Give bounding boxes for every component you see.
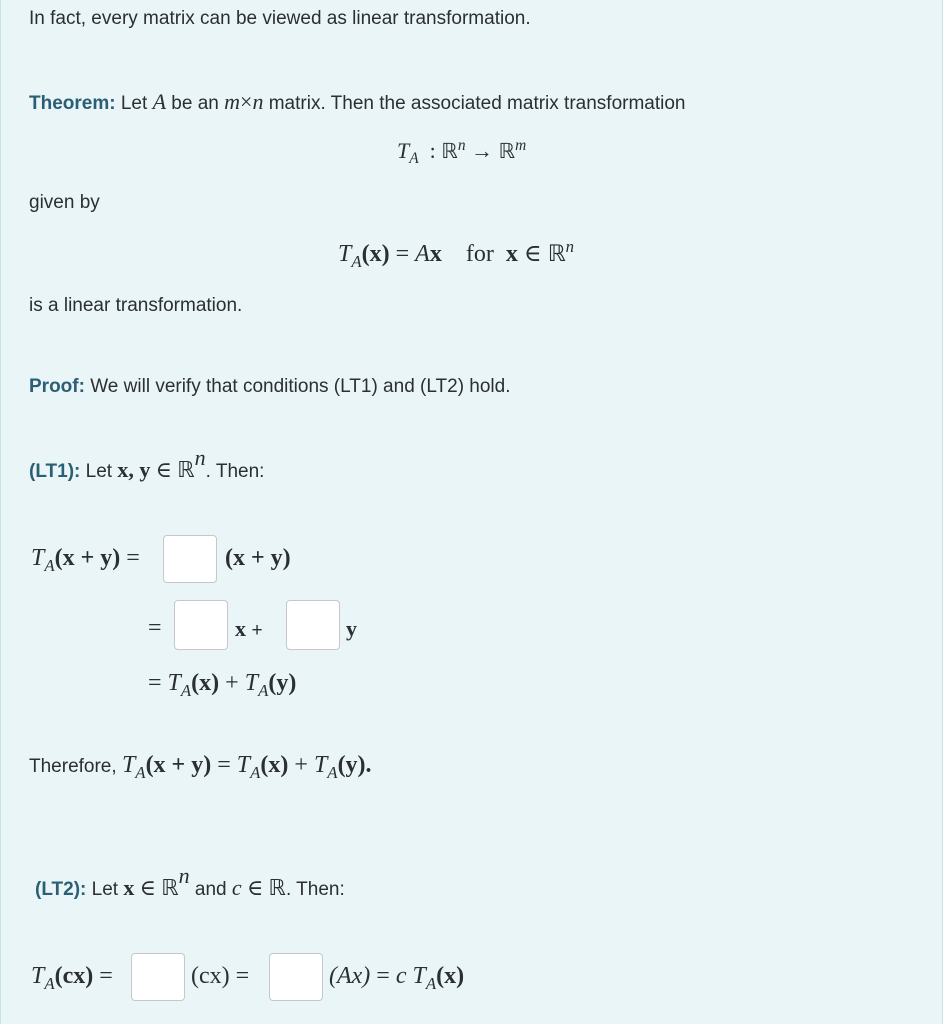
lt1-l2-x: x [235, 616, 246, 641]
lt2-eq2: = [235, 963, 250, 989]
proof-statement [29, 376, 511, 398]
lt1-l3-A1: A [180, 680, 192, 700]
theorem-let: Let [120, 93, 148, 114]
lt1-l2-plus: + [251, 620, 263, 641]
lt1-line3 [148, 670, 297, 700]
lt1-let: Let [85, 461, 113, 482]
def-arg: (x) [361, 241, 390, 267]
lt2-let: Let [91, 879, 119, 900]
lt2-then: . Then: [285, 879, 345, 900]
map-formula [397, 136, 527, 168]
map-sub-A: A [409, 150, 419, 168]
theorem-matrix-A: A [152, 89, 167, 114]
lt2-and: and [194, 879, 227, 900]
lt2-x: x [123, 875, 135, 900]
def-R: ℝ [547, 241, 566, 267]
lt1-l3-A2: A [258, 680, 269, 700]
lt2-arg2: (x) [436, 963, 465, 989]
theorem-m: m [224, 89, 241, 114]
proof-text: We will verify that conditions (LT1) and (LT2) hold. [90, 376, 511, 397]
lt1-l2-y: y [346, 616, 357, 641]
lt1-in: ∈ [155, 457, 172, 482]
lt1-line2-answer-box-1[interactable] [174, 600, 228, 650]
def-rhs-x: x [429, 241, 442, 267]
lt1-line1-answer-box[interactable] [163, 535, 217, 583]
lt1-l3-T2: T [244, 670, 259, 696]
lt2-R1: ℝ [161, 876, 179, 901]
lt2-answer-box-2[interactable] [269, 953, 323, 1001]
proof-label: Proof: [29, 376, 85, 397]
given-by-text: given by [29, 192, 100, 213]
lt1-line1-after: (x + y) [225, 545, 291, 571]
lt2-T2: T [412, 963, 426, 989]
lt1-then: . Then: [205, 461, 265, 482]
lt1-l3-arg1: (x) [191, 670, 220, 696]
lt1-l3-arg2: (y) [268, 670, 297, 696]
theorem-times: × [240, 89, 253, 114]
lt2-eq1: = [99, 963, 113, 989]
lt1-l1-sub-A: A [44, 555, 55, 575]
lt2-header [35, 862, 345, 901]
lt1-l3-T1: T [167, 670, 181, 696]
lt1-line2-eq: = [148, 615, 162, 641]
lt2-line-middle [191, 963, 249, 990]
map-codomain-m: m [515, 136, 527, 154]
theorem-be: be an [171, 93, 219, 114]
therefore-text: Therefore, [29, 756, 117, 777]
lt2-line-rhs [329, 963, 465, 993]
lt1-l3-eq: = [148, 670, 162, 696]
lt2-in1: ∈ [139, 875, 156, 900]
def-for: for [465, 241, 494, 267]
lt2-eq3: = [376, 963, 390, 989]
therefore-line [29, 752, 372, 782]
def-x: x [505, 241, 518, 267]
lt1-line1-lhs [31, 545, 140, 575]
lt1-line2-answer-box-2[interactable] [286, 600, 340, 650]
theorem-statement [29, 89, 686, 115]
therefore-A2: A [250, 762, 261, 782]
lt2-c-scalar: c [395, 963, 407, 989]
def-T: T [338, 241, 352, 267]
therefore-plus: + [294, 752, 308, 778]
lt2-mid: (cx) [191, 963, 230, 989]
map-T: T [397, 138, 410, 163]
therefore-T2: T [236, 752, 251, 778]
therefore-arg1: (x + y) [145, 752, 212, 778]
map-colon: : [429, 138, 436, 163]
def-sub-A: A [351, 251, 362, 271]
lt2-in2: ∈ [246, 875, 264, 900]
therefore-A3: A [327, 762, 338, 782]
lt1-l3-plus: + [225, 670, 239, 696]
lt2-c: c [231, 875, 242, 900]
therefore-arg3: (y). [337, 752, 372, 778]
map-domain-R: ℝ [441, 139, 458, 163]
lt2-arg: (cx) [54, 963, 94, 989]
lt1-l1-eq: = [126, 545, 140, 571]
lt2-ax: (Ax) [329, 963, 371, 989]
lt2-R2: ℝ [268, 876, 286, 901]
def-eq: = [395, 241, 410, 267]
lt1-vars: x, y [117, 457, 151, 482]
lt1-n: n [194, 444, 206, 470]
lt2-n: n [178, 862, 190, 888]
lt1-line2-middle [235, 616, 263, 642]
theorem-matrix-text: matrix. Then the associated matrix transformation [268, 93, 686, 114]
intro-text: In fact, every matrix can be viewed as linear transformation. [29, 8, 531, 29]
lt2-sub-A: A [44, 973, 55, 993]
therefore-A1: A [135, 762, 146, 782]
lt2-sub-A2: A [425, 973, 437, 993]
lt1-l1-arg: (x + y) [54, 545, 121, 571]
therefore-arg2: (x) [260, 752, 289, 778]
lt2-answer-box-1[interactable] [131, 953, 185, 1001]
theorem-n: n [252, 89, 264, 114]
lt2-T: T [31, 963, 45, 989]
map-domain-n: n [457, 136, 466, 154]
map-arrow: → [471, 138, 494, 163]
lt1-l1-T: T [31, 545, 45, 571]
therefore-T1: T [121, 752, 136, 778]
lt2-label: (LT2): [35, 879, 87, 900]
therefore-T3: T [313, 752, 328, 778]
definition-formula [338, 236, 575, 271]
lt2-line-lhs [31, 963, 113, 993]
lt1-header [29, 444, 265, 483]
map-codomain-R: ℝ [498, 139, 516, 163]
therefore-eq: = [217, 752, 231, 778]
def-in: ∈ [523, 241, 542, 267]
theorem-label: Theorem: [29, 93, 116, 114]
is-linear-text: is a linear transformation. [29, 295, 243, 316]
lt1-label: (LT1): [29, 461, 81, 482]
def-n: n [565, 236, 575, 256]
lt1-R: ℝ [177, 458, 195, 483]
def-rhs-A: A [415, 241, 430, 267]
